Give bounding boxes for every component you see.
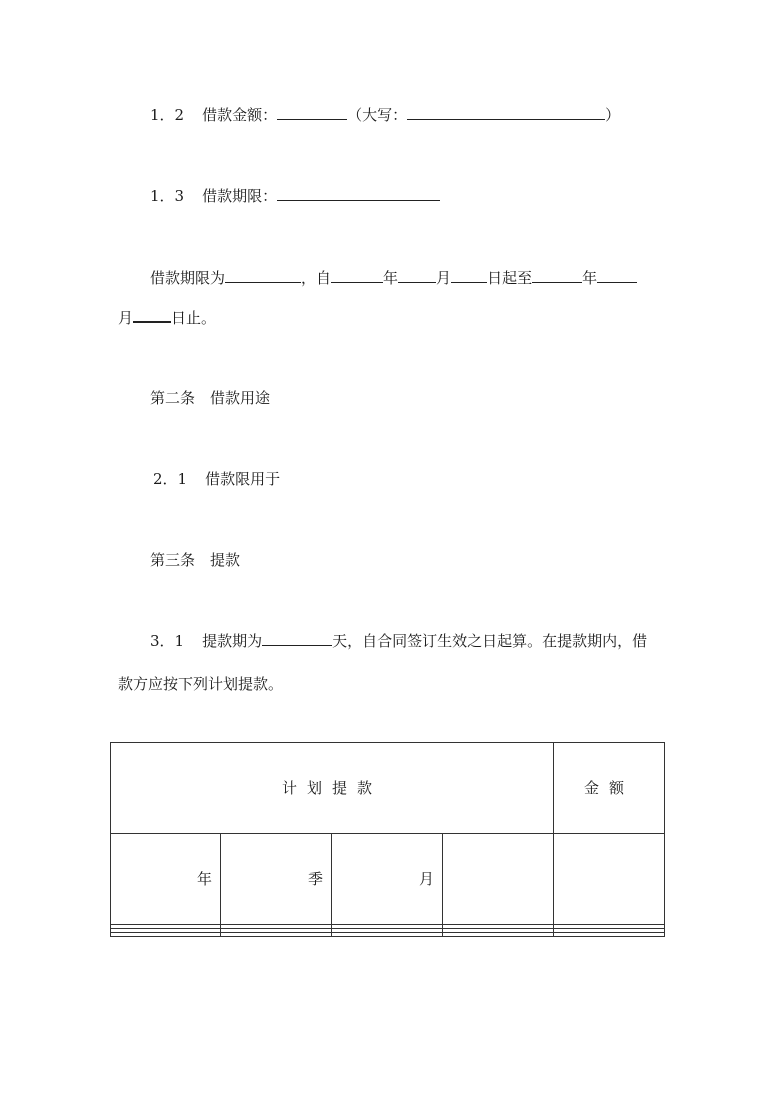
- table-cell[interactable]: [111, 932, 221, 936]
- end-day-blank[interactable]: [133, 307, 171, 323]
- table-subheader-row: [111, 833, 665, 924]
- clause-text: 天，自合同签订生效之日起算。在提款期内，借: [332, 632, 648, 650]
- end-text: 日止。: [171, 309, 217, 327]
- period-text: 借款期限为: [150, 269, 226, 287]
- clause-label: 借款期限：: [202, 187, 278, 205]
- clause-number: 3．1: [150, 632, 185, 650]
- period-sentence: [150, 268, 637, 288]
- article-2-heading: [150, 388, 270, 408]
- year-text: 年: [582, 269, 598, 287]
- start-year-blank[interactable]: [331, 268, 383, 283]
- clause-text: 提款期为: [202, 632, 263, 650]
- period-length-blank[interactable]: [225, 268, 301, 283]
- amount-uppercase-blank[interactable]: [407, 105, 605, 120]
- table-header-row: [111, 743, 665, 834]
- to-text: 日起至: [487, 269, 533, 287]
- clause-1-2: [150, 105, 620, 125]
- daxie-label: （大写：: [347, 106, 408, 124]
- table-cell[interactable]: [554, 833, 665, 924]
- clause-label: 借款金额：: [202, 106, 278, 124]
- header-amount: 金额: [554, 743, 665, 834]
- drawdown-plan-table: [110, 742, 665, 937]
- article-number: 第二条: [150, 389, 196, 407]
- drawdown-days-blank[interactable]: [262, 631, 332, 646]
- clause-number: 1．3: [150, 187, 185, 205]
- start-month-blank[interactable]: [398, 268, 436, 283]
- clause-text: 款方应按下列计划提款。: [118, 675, 284, 693]
- clause-3-1-cont: [118, 674, 283, 694]
- subheader-month: 月: [332, 833, 443, 924]
- start-day-blank[interactable]: [451, 268, 487, 283]
- table-cell[interactable]: [443, 833, 554, 924]
- table-row: [111, 932, 665, 936]
- table-cell[interactable]: [332, 932, 443, 936]
- clause-2-1: [153, 469, 280, 489]
- clause-number: 2．1: [153, 470, 188, 488]
- article-3-heading: [150, 550, 240, 570]
- clause-text: 借款限用于: [205, 470, 281, 488]
- table-cell[interactable]: [443, 932, 554, 936]
- end-year-blank[interactable]: [532, 268, 582, 283]
- table-cell[interactable]: [554, 932, 665, 936]
- period-sentence-cont: [118, 307, 216, 328]
- clause-1-3: [150, 186, 440, 206]
- header-plan: 计划提款: [111, 743, 554, 834]
- subheader-quarter: 季: [221, 833, 332, 924]
- month-text: 月: [118, 309, 134, 327]
- subheader-year: 年: [111, 833, 221, 924]
- article-number: 第三条: [150, 551, 196, 569]
- clause-3-1: [150, 631, 647, 651]
- period-blank[interactable]: [277, 186, 440, 201]
- year-text: 年: [383, 269, 399, 287]
- article-title: 借款用途: [210, 389, 271, 407]
- table-cell[interactable]: [221, 932, 332, 936]
- end-month-blank[interactable]: [597, 268, 637, 283]
- article-title: 提款: [210, 551, 241, 569]
- clause-number: 1．2: [150, 106, 185, 124]
- amount-blank[interactable]: [277, 105, 347, 120]
- month-text: 月: [436, 269, 452, 287]
- from-text: ，自: [301, 269, 332, 287]
- close-paren: ）: [605, 106, 621, 124]
